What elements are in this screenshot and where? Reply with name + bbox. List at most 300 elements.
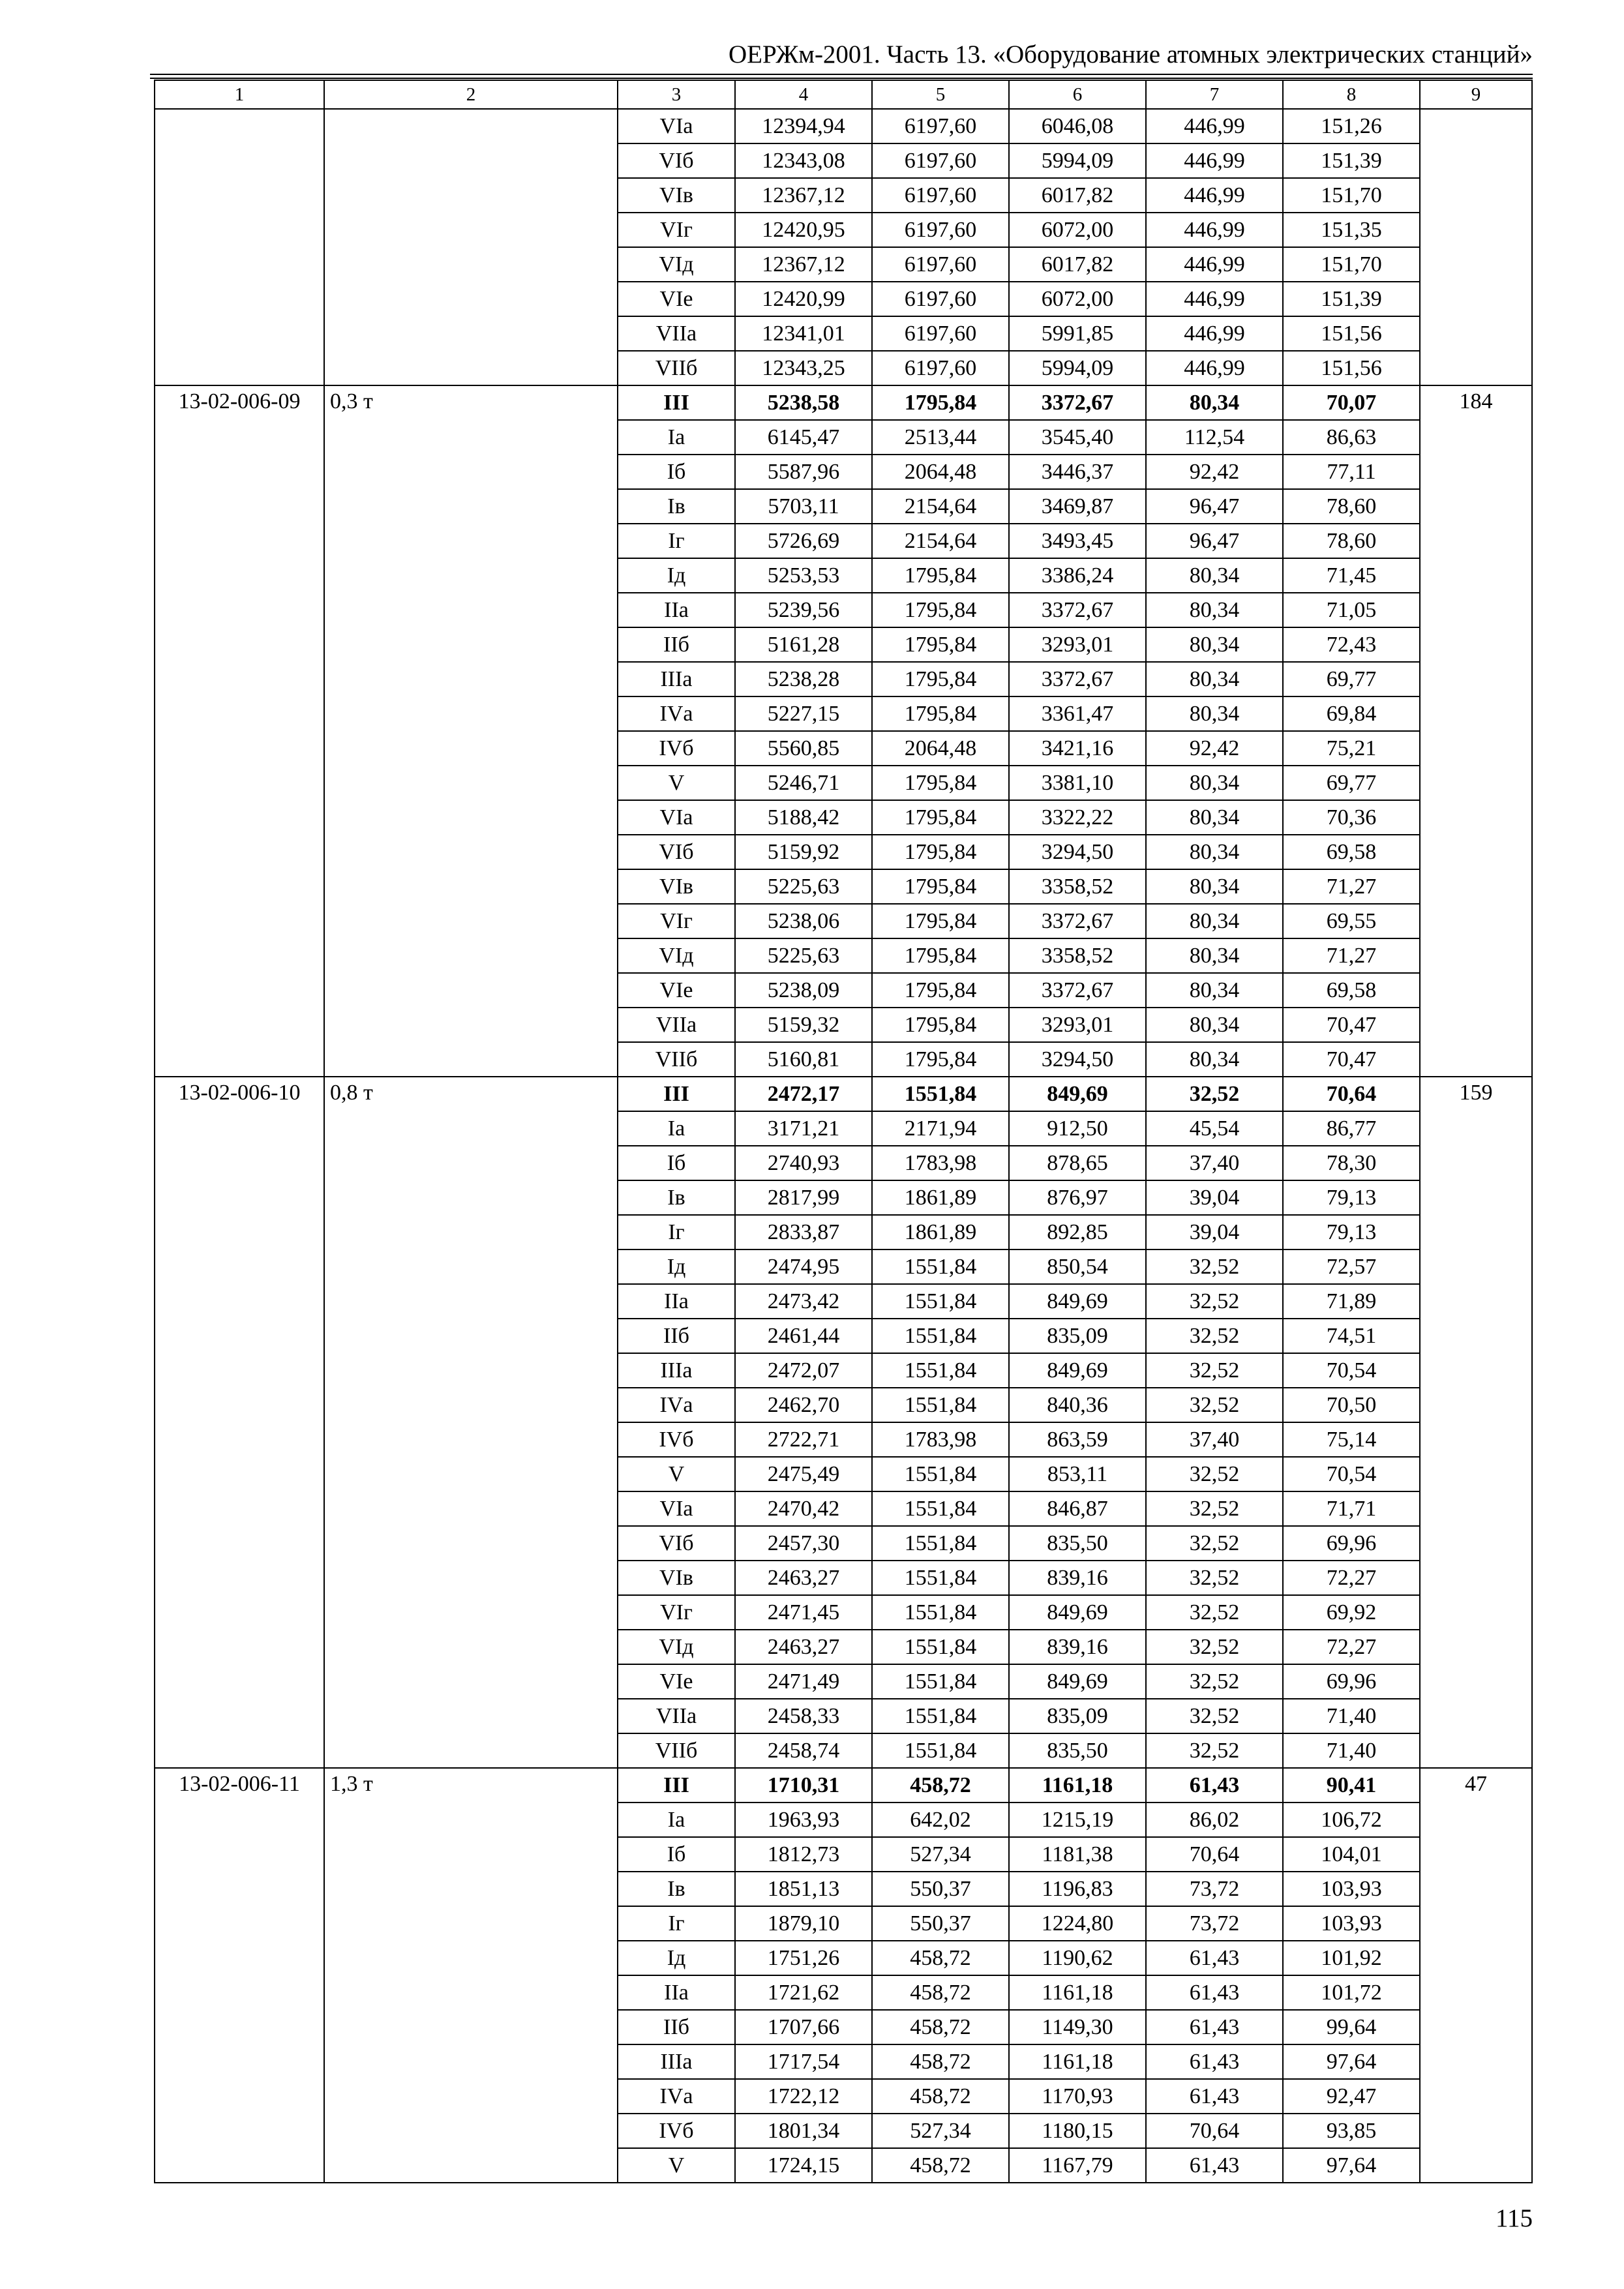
labor-cost-cell: 1551,84 (872, 1491, 1009, 1526)
operator-wage-cell: 446,99 (1146, 109, 1283, 143)
operator-wage-cell: 80,34 (1146, 558, 1283, 593)
labor-hours-cell: 71,27 (1283, 938, 1420, 973)
item-name: 1,3 т (324, 1768, 618, 2183)
operator-wage-cell: 32,52 (1146, 1284, 1283, 1319)
header-rule (150, 74, 1533, 79)
zone-code-cell: VIIа (618, 316, 735, 351)
labor-cost-cell: 527,34 (872, 1837, 1009, 1872)
item-code: 13-02-006-10 (155, 1077, 324, 1768)
machine-cost-cell: 3545,40 (1009, 420, 1146, 455)
labor-hours-cell: 74,51 (1283, 1319, 1420, 1353)
operator-wage-cell: 61,43 (1146, 2079, 1283, 2114)
total-cost-cell: 5161,28 (735, 627, 872, 662)
machine-cost-cell: 3293,01 (1009, 1008, 1146, 1042)
machine-cost-cell: 912,50 (1009, 1111, 1146, 1146)
labor-hours-cell: 69,96 (1283, 1664, 1420, 1699)
labor-cost-cell: 642,02 (872, 1803, 1009, 1837)
table-row (155, 1077, 1532, 1111)
total-cost-cell: 2740,93 (735, 1146, 872, 1180)
labor-cost-cell: 1795,84 (872, 904, 1009, 938)
table-row (155, 1768, 1532, 1803)
operator-wage-cell: 80,34 (1146, 662, 1283, 696)
operator-wage-cell: 446,99 (1146, 316, 1283, 351)
total-cost-cell: 2463,27 (735, 1630, 872, 1664)
zone-code-cell: VIIб (618, 1042, 735, 1077)
operator-wage-cell: 32,52 (1146, 1388, 1283, 1422)
total-cost-cell: 2458,74 (735, 1733, 872, 1768)
total-cost-cell: 12367,12 (735, 247, 872, 282)
total-cost-cell: 5560,85 (735, 731, 872, 766)
machine-cost-cell: 3293,01 (1009, 627, 1146, 662)
operator-wage-cell: 92,42 (1146, 455, 1283, 489)
labor-hours-cell: 69,77 (1283, 662, 1420, 696)
total-cost-cell: 1724,15 (735, 2148, 872, 2183)
machine-cost-cell: 1170,93 (1009, 2079, 1146, 2114)
labor-cost-cell: 1551,84 (872, 1319, 1009, 1353)
table-row (155, 109, 1532, 143)
machine-cost-cell: 5991,85 (1009, 316, 1146, 351)
machine-cost-cell: 1190,62 (1009, 1941, 1146, 1975)
machine-cost-cell: 835,50 (1009, 1526, 1146, 1561)
operator-wage-cell: 73,72 (1146, 1906, 1283, 1941)
machine-cost-cell: 6046,08 (1009, 109, 1146, 143)
labor-cost-cell: 2513,44 (872, 420, 1009, 455)
zone-code-cell: VIа (618, 109, 735, 143)
operator-wage-cell: 39,04 (1146, 1180, 1283, 1215)
labor-hours-cell: 72,43 (1283, 627, 1420, 662)
total-cost-cell: 12343,25 (735, 351, 872, 385)
labor-hours-cell: 72,57 (1283, 1249, 1420, 1284)
labor-cost-cell: 1795,84 (872, 766, 1009, 800)
zone-code-cell: VIв (618, 1561, 735, 1595)
operator-wage-cell: 92,42 (1146, 731, 1283, 766)
labor-hours-cell: 75,14 (1283, 1422, 1420, 1457)
operator-wage-cell: 96,47 (1146, 489, 1283, 524)
labor-hours-cell: 151,39 (1283, 143, 1420, 178)
zone-code-cell: VIг (618, 904, 735, 938)
labor-cost-cell: 458,72 (872, 2148, 1009, 2183)
labor-cost-cell: 1551,84 (872, 1077, 1009, 1111)
zone-code-cell: IVа (618, 2079, 735, 2114)
machine-cost-cell: 3372,67 (1009, 593, 1146, 627)
labor-hours-cell: 69,84 (1283, 696, 1420, 731)
machine-cost-cell: 1161,18 (1009, 2044, 1146, 2079)
zone-code-cell: VIг (618, 1595, 735, 1630)
labor-hours-cell: 79,13 (1283, 1180, 1420, 1215)
labor-hours-cell: 78,60 (1283, 489, 1420, 524)
operator-wage-cell: 37,40 (1146, 1422, 1283, 1457)
machine-cost-cell: 3294,50 (1009, 835, 1146, 869)
operator-wage-cell: 61,43 (1146, 2010, 1283, 2044)
labor-hours-cell: 103,93 (1283, 1872, 1420, 1906)
operator-wage-cell: 446,99 (1146, 351, 1283, 385)
zone-code-cell: Iв (618, 489, 735, 524)
labor-cost-cell: 1551,84 (872, 1595, 1009, 1630)
labor-cost-cell: 1795,84 (872, 938, 1009, 973)
machine-cost-cell: 3446,37 (1009, 455, 1146, 489)
total-cost-cell: 12367,12 (735, 178, 872, 213)
machine-cost-cell: 6017,82 (1009, 178, 1146, 213)
machine-cost-cell: 878,65 (1009, 1146, 1146, 1180)
total-cost-cell: 12420,99 (735, 282, 872, 316)
labor-cost-cell: 1795,84 (872, 1042, 1009, 1077)
operator-wage-cell: 80,34 (1146, 800, 1283, 835)
machine-cost-cell: 3358,52 (1009, 938, 1146, 973)
column-number: 8 (1283, 80, 1420, 109)
labor-cost-cell: 1551,84 (872, 1664, 1009, 1699)
labor-hours-cell: 70,64 (1283, 1077, 1420, 1111)
labor-hours-cell: 97,64 (1283, 2044, 1420, 2079)
labor-hours-cell: 71,27 (1283, 869, 1420, 904)
total-cost-cell: 1717,54 (735, 2044, 872, 2079)
machine-cost-cell: 1161,18 (1009, 1975, 1146, 2010)
total-cost-cell: 1751,26 (735, 1941, 872, 1975)
labor-hours-cell: 104,01 (1283, 1837, 1420, 1872)
labor-hours-cell: 71,40 (1283, 1699, 1420, 1733)
labor-hours-cell: 71,89 (1283, 1284, 1420, 1319)
total-cost-cell: 5160,81 (735, 1042, 872, 1077)
zone-code-cell: Iб (618, 455, 735, 489)
labor-hours-cell: 70,47 (1283, 1042, 1420, 1077)
machine-cost-cell: 5994,09 (1009, 143, 1146, 178)
labor-cost-cell: 6197,60 (872, 247, 1009, 282)
labor-hours-cell: 86,77 (1283, 1111, 1420, 1146)
total-cost-cell: 2475,49 (735, 1457, 872, 1491)
machine-cost-cell: 835,09 (1009, 1699, 1146, 1733)
operator-wage-cell: 80,34 (1146, 1042, 1283, 1077)
machine-cost-cell: 1181,38 (1009, 1837, 1146, 1872)
operator-wage-cell: 446,99 (1146, 178, 1283, 213)
labor-hours-cell: 92,47 (1283, 2079, 1420, 2114)
total-cost-cell: 5159,32 (735, 1008, 872, 1042)
labor-cost-cell: 6197,60 (872, 143, 1009, 178)
operator-wage-cell: 70,64 (1146, 1837, 1283, 1872)
zone-code-cell: IIа (618, 1284, 735, 1319)
operator-wage-cell: 32,52 (1146, 1491, 1283, 1526)
machine-cost-cell: 853,11 (1009, 1457, 1146, 1491)
item-code: 13-02-006-11 (155, 1768, 324, 2183)
total-cost-cell: 12341,01 (735, 316, 872, 351)
zone-code-cell: VIд (618, 938, 735, 973)
total-cost-cell: 2722,71 (735, 1422, 872, 1457)
item-name (324, 109, 618, 385)
labor-cost-cell: 550,37 (872, 1872, 1009, 1906)
operator-wage-cell: 80,34 (1146, 627, 1283, 662)
labor-cost-cell: 6197,60 (872, 351, 1009, 385)
zone-code-cell: VIе (618, 282, 735, 316)
zone-code-cell: IIа (618, 1975, 735, 2010)
item-code: 13-02-006-09 (155, 385, 324, 1077)
labor-cost-cell: 2064,48 (872, 731, 1009, 766)
zone-code-cell: Iг (618, 524, 735, 558)
labor-hours-cell: 93,85 (1283, 2114, 1420, 2148)
operator-wage-cell: 86,02 (1146, 1803, 1283, 1837)
item-code (155, 109, 324, 385)
zone-code-cell: VIб (618, 143, 735, 178)
total-cost-cell: 2817,99 (735, 1180, 872, 1215)
zone-code-cell: IIа (618, 593, 735, 627)
labor-hours-cell: 151,56 (1283, 316, 1420, 351)
total-cost-cell: 5225,63 (735, 938, 872, 973)
machine-cost-cell: 849,69 (1009, 1284, 1146, 1319)
machine-cost-cell: 3372,67 (1009, 973, 1146, 1008)
labor-hours-cell: 71,45 (1283, 558, 1420, 593)
labor-hours-cell: 103,93 (1283, 1906, 1420, 1941)
labor-cost-cell: 1795,84 (872, 385, 1009, 420)
operator-wage-cell: 61,43 (1146, 1941, 1283, 1975)
labor-cost-cell: 1795,84 (872, 696, 1009, 731)
zone-code-cell: IVа (618, 696, 735, 731)
total-cost-cell: 5188,42 (735, 800, 872, 835)
zone-code-cell: V (618, 1457, 735, 1491)
labor-cost-cell: 6197,60 (872, 109, 1009, 143)
zone-code-cell: VIе (618, 1664, 735, 1699)
zone-code-cell: Iд (618, 558, 735, 593)
operator-wage-cell: 446,99 (1146, 143, 1283, 178)
operator-wage-cell: 96,47 (1146, 524, 1283, 558)
labor-hours-cell: 97,64 (1283, 2148, 1420, 2183)
operator-wage-cell: 61,43 (1146, 2044, 1283, 2079)
operator-wage-cell: 61,43 (1146, 1975, 1283, 2010)
machine-cost-cell: 3372,67 (1009, 662, 1146, 696)
machine-cost-cell: 846,87 (1009, 1491, 1146, 1526)
zone-code-cell: VIг (618, 213, 735, 247)
zone-code-cell: Iа (618, 420, 735, 455)
operator-wage-cell: 32,52 (1146, 1561, 1283, 1595)
operator-wage-cell: 80,34 (1146, 593, 1283, 627)
machine-cost-cell: 849,69 (1009, 1077, 1146, 1111)
machine-cost-cell: 1196,83 (1009, 1872, 1146, 1906)
total-cost-cell: 5246,71 (735, 766, 872, 800)
operator-wage-cell: 80,34 (1146, 973, 1283, 1008)
labor-cost-cell: 1795,84 (872, 627, 1009, 662)
labor-hours-cell: 72,27 (1283, 1630, 1420, 1664)
column-number-row (155, 80, 1532, 109)
labor-cost-cell: 2064,48 (872, 455, 1009, 489)
column-number: 5 (872, 80, 1009, 109)
total-cost-cell: 2472,17 (735, 1077, 872, 1111)
machine-cost-cell: 3322,22 (1009, 800, 1146, 835)
operator-wage-cell: 80,34 (1146, 766, 1283, 800)
labor-hours-cell: 70,36 (1283, 800, 1420, 835)
zone-code-cell: IIб (618, 1319, 735, 1353)
zone-code-cell: IIб (618, 2010, 735, 2044)
total-cost-cell: 1707,66 (735, 2010, 872, 2044)
total-cost-cell: 1721,62 (735, 1975, 872, 2010)
labor-hours-cell: 71,40 (1283, 1733, 1420, 1768)
operator-wage-cell: 112,54 (1146, 420, 1283, 455)
labor-hours-cell: 69,55 (1283, 904, 1420, 938)
total-cost-cell: 2461,44 (735, 1319, 872, 1353)
labor-hours-cell: 86,63 (1283, 420, 1420, 455)
zone-code-cell: IIIа (618, 2044, 735, 2079)
machine-cost-cell: 3421,16 (1009, 731, 1146, 766)
machine-cost-cell: 3361,47 (1009, 696, 1146, 731)
machine-cost-cell: 6072,00 (1009, 213, 1146, 247)
zone-code-cell: Iа (618, 1803, 735, 1837)
labor-cost-cell: 2154,64 (872, 524, 1009, 558)
machine-cost-cell: 849,69 (1009, 1353, 1146, 1388)
labor-cost-cell: 458,72 (872, 1941, 1009, 1975)
machine-cost-cell: 3469,87 (1009, 489, 1146, 524)
total-cost-cell: 1851,13 (735, 1872, 872, 1906)
total-cost-cell: 5238,28 (735, 662, 872, 696)
zone-code-cell: VIб (618, 835, 735, 869)
column-number: 2 (324, 80, 618, 109)
zone-code-cell: Iг (618, 1906, 735, 1941)
labor-hours-cell: 71,05 (1283, 593, 1420, 627)
machine-cost-cell: 1215,19 (1009, 1803, 1146, 1837)
labor-hours-cell: 71,71 (1283, 1491, 1420, 1526)
zone-code-cell: IIIа (618, 1353, 735, 1388)
zone-code-cell: V (618, 766, 735, 800)
column-number: 1 (155, 80, 324, 109)
zone-code-cell: VIд (618, 1630, 735, 1664)
labor-hours-cell: 78,60 (1283, 524, 1420, 558)
labor-hours-cell: 69,92 (1283, 1595, 1420, 1630)
price-table (154, 80, 1533, 2183)
machine-cost-cell: 3294,50 (1009, 1042, 1146, 1077)
page-number: 115 (1495, 2204, 1533, 2232)
labor-hours-cell: 70,54 (1283, 1457, 1420, 1491)
total-cost-cell: 2473,42 (735, 1284, 872, 1319)
total-cost-cell: 5253,53 (735, 558, 872, 593)
labor-cost-cell: 550,37 (872, 1906, 1009, 1941)
machine-cost-cell: 3381,10 (1009, 766, 1146, 800)
labor-hours-cell: 69,58 (1283, 973, 1420, 1008)
total-cost-cell: 5225,63 (735, 869, 872, 904)
total-cost-cell: 2474,95 (735, 1249, 872, 1284)
labor-cost-cell: 1551,84 (872, 1733, 1009, 1768)
column-number: 6 (1009, 80, 1146, 109)
operator-wage-cell: 32,52 (1146, 1353, 1283, 1388)
machine-cost-cell: 849,69 (1009, 1664, 1146, 1699)
zone-code-cell: Iб (618, 1837, 735, 1872)
total-cost-cell: 2463,27 (735, 1561, 872, 1595)
labor-cost-cell: 1551,84 (872, 1249, 1009, 1284)
zone-code-cell: IVб (618, 1422, 735, 1457)
labor-hours-cell: 70,47 (1283, 1008, 1420, 1042)
machine-cost-cell: 849,69 (1009, 1595, 1146, 1630)
machine-cost-cell: 892,85 (1009, 1215, 1146, 1249)
labor-cost-cell: 458,72 (872, 2010, 1009, 2044)
column-number: 4 (735, 80, 872, 109)
operator-wage-cell: 446,99 (1146, 282, 1283, 316)
machine-cost-cell: 3493,45 (1009, 524, 1146, 558)
labor-hours-cell: 151,70 (1283, 178, 1420, 213)
total-cost-cell: 1710,31 (735, 1768, 872, 1803)
zone-code-cell: IIб (618, 627, 735, 662)
zone-code-cell: Iд (618, 1941, 735, 1975)
labor-hours-cell: 72,27 (1283, 1561, 1420, 1595)
machine-cost-cell: 850,54 (1009, 1249, 1146, 1284)
zone-code-cell: IVб (618, 731, 735, 766)
total-cost-cell: 5238,06 (735, 904, 872, 938)
operator-wage-cell: 61,43 (1146, 2148, 1283, 2183)
zone-code-cell: VIд (618, 247, 735, 282)
operator-wage-cell: 45,54 (1146, 1111, 1283, 1146)
operator-wage-cell: 80,34 (1146, 835, 1283, 869)
zone-code-cell: III (618, 1077, 735, 1111)
item-name: 0,8 т (324, 1077, 618, 1768)
labor-hours-cell: 78,30 (1283, 1146, 1420, 1180)
machine-cost-cell: 1161,18 (1009, 1768, 1146, 1803)
labor-cost-cell: 1551,84 (872, 1630, 1009, 1664)
operator-wage-cell: 32,52 (1146, 1699, 1283, 1733)
labor-cost-cell: 2171,94 (872, 1111, 1009, 1146)
labor-cost-cell: 1861,89 (872, 1215, 1009, 1249)
item-weight-cell: 184 (1420, 385, 1532, 1077)
labor-hours-cell: 69,77 (1283, 766, 1420, 800)
total-cost-cell: 1801,34 (735, 2114, 872, 2148)
machine-cost-cell: 3358,52 (1009, 869, 1146, 904)
operator-wage-cell: 32,52 (1146, 1630, 1283, 1664)
operator-wage-cell: 32,52 (1146, 1595, 1283, 1630)
zone-code-cell: IVб (618, 2114, 735, 2148)
table-body (155, 109, 1532, 2183)
operator-wage-cell: 32,52 (1146, 1733, 1283, 1768)
labor-cost-cell: 1795,84 (872, 662, 1009, 696)
operator-wage-cell: 32,52 (1146, 1664, 1283, 1699)
zone-code-cell: Iа (618, 1111, 735, 1146)
labor-cost-cell: 1783,98 (872, 1146, 1009, 1180)
total-cost-cell: 12343,08 (735, 143, 872, 178)
operator-wage-cell: 446,99 (1146, 247, 1283, 282)
total-cost-cell: 2462,70 (735, 1388, 872, 1422)
labor-cost-cell: 1783,98 (872, 1422, 1009, 1457)
machine-cost-cell: 835,09 (1009, 1319, 1146, 1353)
labor-hours-cell: 101,92 (1283, 1941, 1420, 1975)
labor-hours-cell: 90,41 (1283, 1768, 1420, 1803)
machine-cost-cell: 839,16 (1009, 1630, 1146, 1664)
item-name: 0,3 т (324, 385, 618, 1077)
zone-code-cell: VIе (618, 973, 735, 1008)
total-cost-cell: 5238,58 (735, 385, 872, 420)
labor-hours-cell: 151,35 (1283, 213, 1420, 247)
labor-hours-cell: 70,07 (1283, 385, 1420, 420)
total-cost-cell: 5159,92 (735, 835, 872, 869)
total-cost-cell: 2457,30 (735, 1526, 872, 1561)
total-cost-cell: 2833,87 (735, 1215, 872, 1249)
labor-hours-cell: 151,39 (1283, 282, 1420, 316)
operator-wage-cell: 32,52 (1146, 1249, 1283, 1284)
total-cost-cell: 2472,07 (735, 1353, 872, 1388)
operator-wage-cell: 32,52 (1146, 1526, 1283, 1561)
zone-code-cell: VIIа (618, 1008, 735, 1042)
machine-cost-cell: 863,59 (1009, 1422, 1146, 1457)
total-cost-cell: 5587,96 (735, 455, 872, 489)
labor-hours-cell: 101,72 (1283, 1975, 1420, 2010)
zone-code-cell: Iг (618, 1215, 735, 1249)
zone-code-cell: IIIа (618, 662, 735, 696)
total-cost-cell: 12394,94 (735, 109, 872, 143)
operator-wage-cell: 61,43 (1146, 1768, 1283, 1803)
machine-cost-cell: 840,36 (1009, 1388, 1146, 1422)
zone-code-cell: VIа (618, 800, 735, 835)
operator-wage-cell: 32,52 (1146, 1457, 1283, 1491)
total-cost-cell: 1812,73 (735, 1837, 872, 1872)
total-cost-cell: 5227,15 (735, 696, 872, 731)
item-weight-cell: 47 (1420, 1768, 1532, 2183)
item-weight-cell (1420, 109, 1532, 385)
total-cost-cell: 2471,45 (735, 1595, 872, 1630)
machine-cost-cell: 3372,67 (1009, 385, 1146, 420)
labor-hours-cell: 69,58 (1283, 835, 1420, 869)
total-cost-cell: 5238,09 (735, 973, 872, 1008)
labor-hours-cell: 151,56 (1283, 351, 1420, 385)
labor-cost-cell: 6197,60 (872, 178, 1009, 213)
total-cost-cell: 6145,47 (735, 420, 872, 455)
